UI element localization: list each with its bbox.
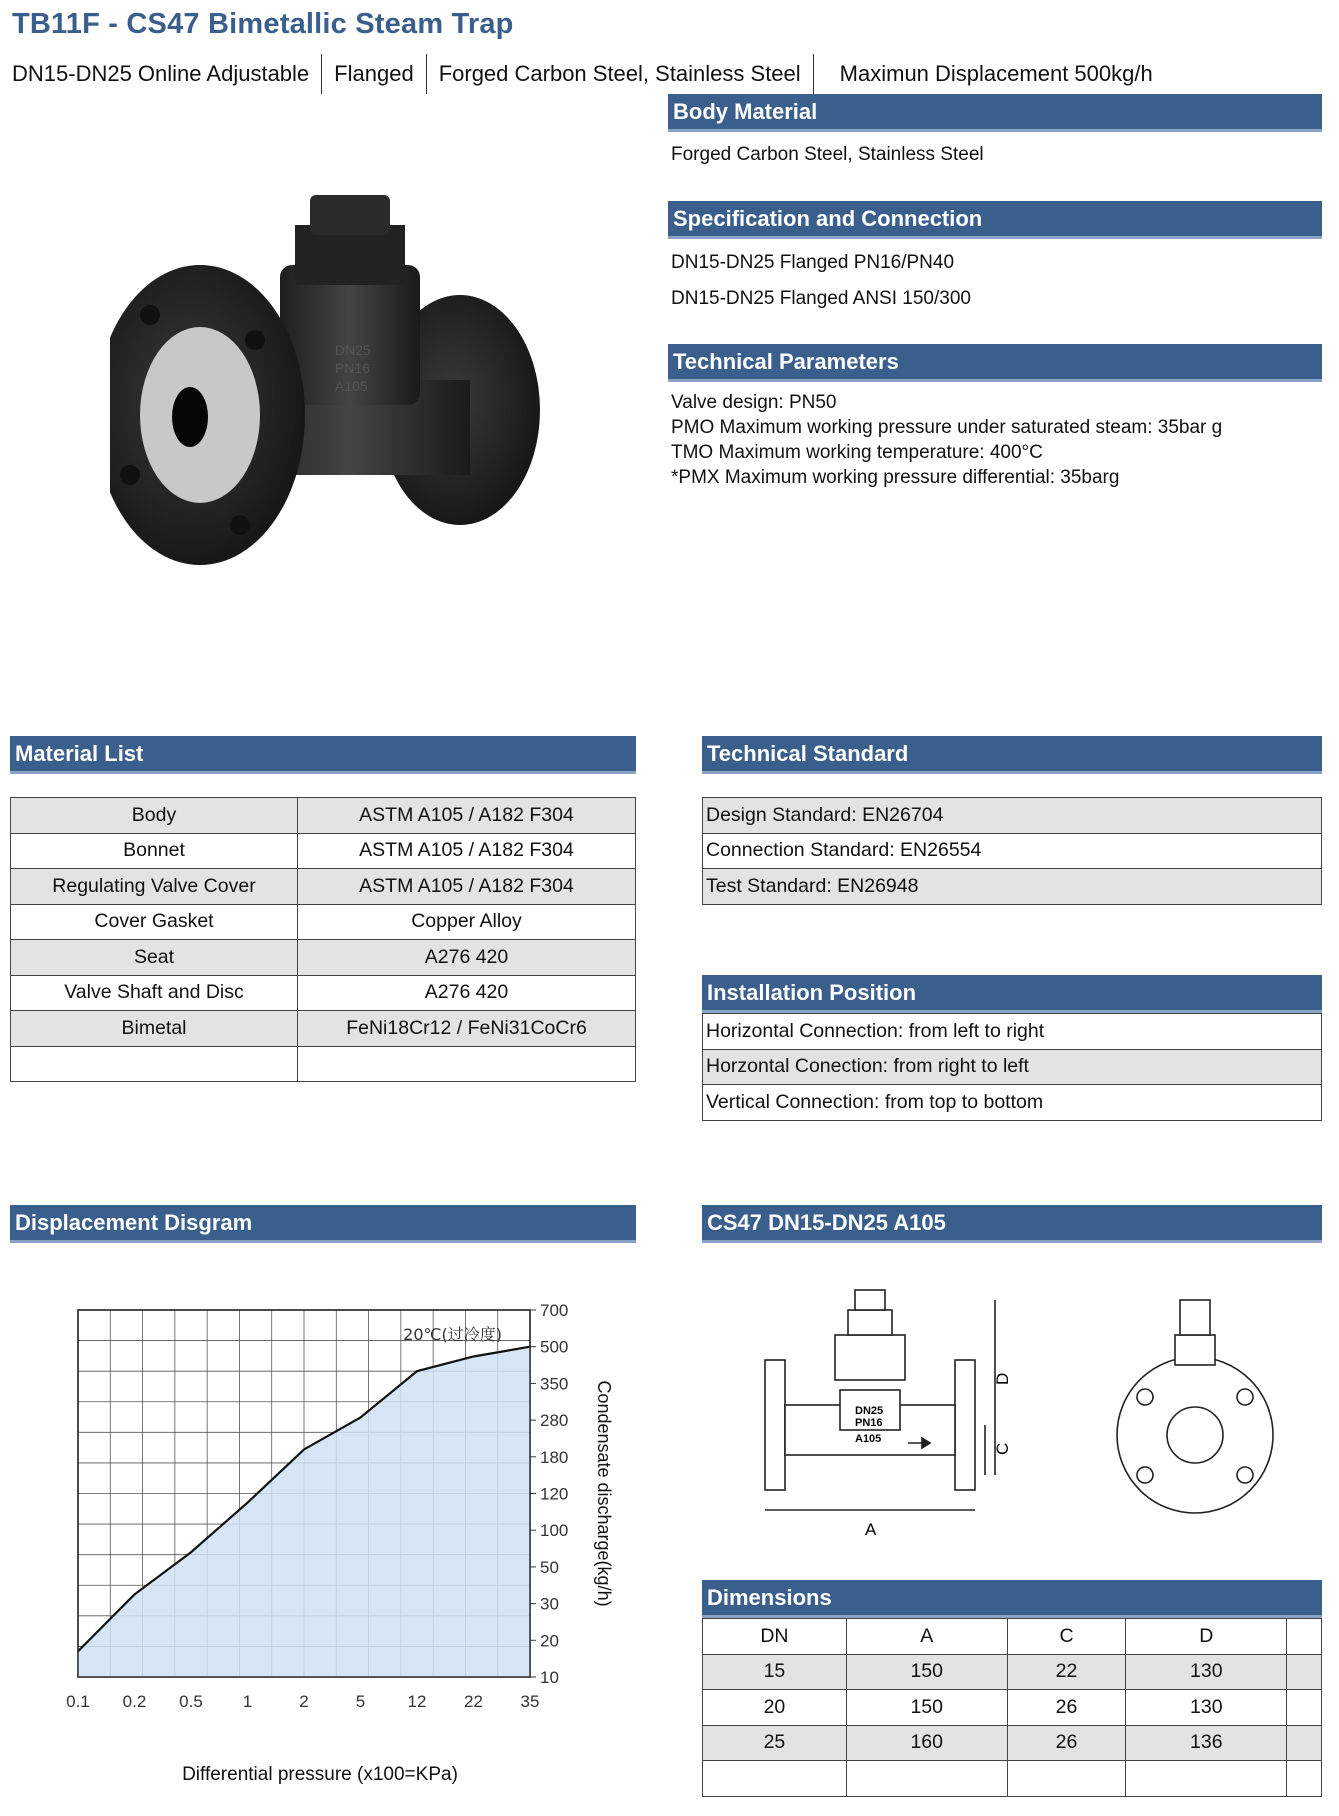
col-d: D [1126, 1619, 1287, 1655]
cell-c [1007, 1761, 1126, 1797]
y-tick-label: 100 [540, 1521, 569, 1541]
standard-test: Test Standard: EN26948 [703, 869, 1322, 905]
part-material [298, 1046, 636, 1082]
x-tick-label: 12 [407, 1692, 427, 1711]
table-row [703, 1014, 1322, 1050]
table-row [703, 1049, 1322, 1085]
cell-d: 130 [1126, 1654, 1287, 1690]
tech-params-header: Technical Parameters [668, 344, 1322, 382]
install-right-left: Horzontal Conection: from right to left [703, 1049, 1322, 1085]
material-list-header: Material List [10, 736, 636, 774]
cell-dn: 25 [703, 1725, 847, 1761]
x-tick-label: 35 [520, 1692, 540, 1711]
part-material: ASTM A105 / A182 F304 [298, 798, 636, 834]
x-tick-label: 0.5 [179, 1692, 203, 1711]
param-valve-design: Valve design: PN50 [671, 392, 837, 413]
feature-material: Forged Carbon Steel, Stainless Steel [427, 54, 814, 94]
part-material: A276 420 [298, 975, 636, 1011]
dim-label-a: A [865, 1520, 877, 1539]
drawing-mark-dn: DN25 [855, 1405, 884, 1417]
cell-empty [1287, 1725, 1322, 1761]
casting-mark-dn: DN25 [335, 342, 371, 358]
spec-connection-header: Specification and Connection [668, 201, 1322, 239]
cell-c: 26 [1007, 1690, 1126, 1726]
table-row [703, 1761, 1322, 1797]
casting-mark-material: A105 [335, 378, 368, 394]
cell-dn: 15 [703, 1654, 847, 1690]
param-pmo: PMO Maximum working pressure under saturated steam: 35bar g [671, 417, 1223, 438]
cell-a [846, 1761, 1007, 1797]
installation-header: Installation Position [702, 975, 1322, 1013]
part-name: Body [11, 798, 298, 834]
feature-connection: Flanged [322, 54, 427, 94]
table-header-row [703, 1619, 1322, 1655]
cell-dn: 20 [703, 1690, 847, 1726]
x-tick-label: 0.2 [122, 1692, 147, 1711]
table-row [703, 869, 1322, 905]
table-row [11, 1046, 636, 1082]
drawing-mark-material: A105 [855, 1433, 882, 1445]
tech-standard-header: Technical Standard [702, 736, 1322, 774]
part-name: Bimetal [11, 1011, 298, 1047]
part-material: A276 420 [298, 940, 636, 976]
y-tick-label: 50 [540, 1557, 559, 1577]
y-tick-label: 120 [540, 1484, 569, 1504]
part-name: Valve Shaft and Disc [11, 975, 298, 1011]
table-row [703, 1654, 1322, 1690]
casting-mark-pn: PN16 [335, 360, 371, 376]
x-tick-label: 1 [242, 1692, 253, 1711]
cell-empty [1287, 1654, 1322, 1690]
cell-empty [1287, 1690, 1322, 1726]
install-top-bottom: Vertical Connection: from top to bottom [703, 1085, 1322, 1121]
table-row [703, 1725, 1322, 1761]
part-material: FeNi18Cr12 / FeNi31CoCr6 [298, 1011, 636, 1047]
col-empty [1287, 1619, 1322, 1655]
y-tick-label: 350 [540, 1374, 569, 1394]
x-axis-label: Differential pressure (x100=KPa) [182, 1764, 458, 1785]
body-material-header: Body Material [668, 94, 1322, 132]
param-tmo: TMO Maximum working temperature: 400°C [671, 442, 1043, 463]
part-name [11, 1046, 298, 1082]
tech-params-list [671, 390, 1222, 490]
y-tick-label: 700 [540, 1301, 569, 1320]
table-row [11, 904, 636, 940]
cell-d [1126, 1761, 1287, 1797]
body-material-text: Forged Carbon Steel, Stainless Steel [671, 144, 984, 165]
cell-a: 160 [846, 1725, 1007, 1761]
param-pmx: *PMX Maximum working pressure differential: 35barg [671, 467, 1120, 488]
drawing-header: CS47 DN15-DN25 A105 [702, 1205, 1322, 1243]
cell-c: 22 [1007, 1654, 1126, 1690]
cell-a: 150 [846, 1690, 1007, 1726]
displacement-chart [40, 1290, 640, 1800]
part-name: Cover Gasket [11, 904, 298, 940]
dim-label-c: C [993, 1442, 1012, 1455]
cell-empty [1287, 1761, 1322, 1797]
cell-c: 26 [1007, 1725, 1126, 1761]
y-axis-label: Condensate discharge(kg/h) [594, 1380, 614, 1607]
install-left-right: Horizontal Connection: from left to right [703, 1014, 1322, 1050]
standard-design: Design Standard: EN26704 [703, 798, 1322, 834]
displacement-header: Displacement Disgram [10, 1205, 636, 1243]
x-tick-label: 0.1 [66, 1692, 90, 1711]
dimension-drawing [740, 1285, 1300, 1555]
y-tick-label: 500 [540, 1337, 569, 1357]
part-material: Copper Alloy [298, 904, 636, 940]
feature-size: DN15-DN25 Online Adjustable [12, 54, 322, 94]
y-tick-label: 10 [540, 1668, 559, 1687]
col-c: C [1007, 1619, 1126, 1655]
part-name: Bonnet [11, 833, 298, 869]
cell-d: 136 [1126, 1725, 1287, 1761]
tech-standard-table [702, 797, 1322, 905]
table-row [11, 1011, 636, 1047]
feature-displacement: Maximun Displacement 500kg/h [839, 61, 1153, 86]
dim-label-d: D [993, 1372, 1012, 1385]
part-material: ASTM A105 / A182 F304 [298, 833, 636, 869]
table-row [11, 975, 636, 1011]
page-title: TB11F - CS47 Bimetallic Steam Trap [12, 8, 514, 40]
table-row [703, 1690, 1322, 1726]
table-row [703, 798, 1322, 834]
x-tick-label: 22 [464, 1692, 483, 1711]
col-dn: DN [703, 1619, 847, 1655]
table-row [703, 833, 1322, 869]
col-a: A [846, 1619, 1007, 1655]
cell-d: 130 [1126, 1690, 1287, 1726]
material-list-table [10, 797, 636, 1082]
feature-line [12, 54, 1165, 94]
x-tick-label: 2 [299, 1692, 309, 1711]
y-tick-label: 280 [540, 1411, 569, 1431]
dimensions-table [702, 1618, 1322, 1797]
table-row [11, 869, 636, 905]
part-material: ASTM A105 / A182 F304 [298, 869, 636, 905]
y-tick-label: 180 [540, 1447, 569, 1467]
standard-connection: Connection Standard: EN26554 [703, 833, 1322, 869]
cell-a: 150 [846, 1654, 1007, 1690]
installation-table [702, 1013, 1322, 1121]
dimensions-header: Dimensions [702, 1580, 1322, 1618]
spec-line-pn: DN15-DN25 Flanged PN16/PN40 [671, 252, 955, 273]
table-row [11, 798, 636, 834]
y-tick-label: 20 [540, 1631, 559, 1651]
table-row [11, 833, 636, 869]
table-row [11, 940, 636, 976]
cell-dn [703, 1761, 847, 1797]
series-label: 20℃(过冷度) [403, 1325, 502, 1344]
x-tick-label: 5 [355, 1692, 366, 1711]
part-name: Seat [11, 940, 298, 976]
drawing-mark-pn: PN16 [855, 1417, 883, 1429]
y-tick-label: 30 [540, 1594, 559, 1614]
part-name: Regulating Valve Cover [11, 869, 298, 905]
spec-line-ansi: DN15-DN25 Flanged ANSI 150/300 [671, 288, 971, 309]
table-row [703, 1085, 1322, 1121]
product-image [110, 185, 570, 625]
